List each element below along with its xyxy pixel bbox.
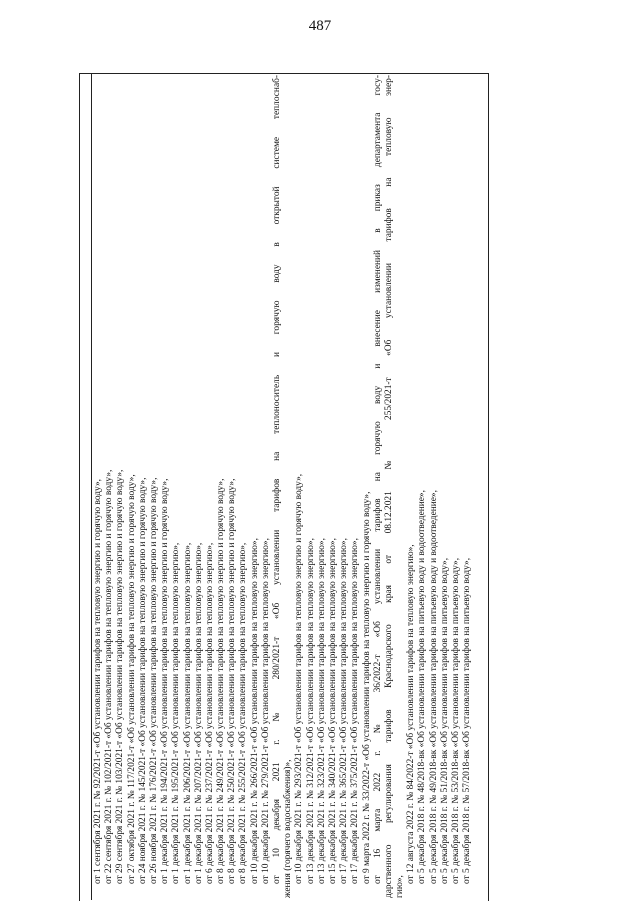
document-line: от 13 декабря 2021 г. № 323/2021-т «Об установлении тарифов на тепловую энергию», — [316, 538, 327, 884]
document-line: от 5 декабря 2018 г. № 53/2018-вк «Об установлении тарифов на питьевую воду», — [451, 557, 461, 884]
document-line: от 1 декабря 2021 г. № 194/2021-т «Об установлении тарифов на тепловую энергию и горячую воду», — [160, 478, 171, 884]
column-divider — [91, 73, 92, 900]
document-line: от 8 декабря 2021 г. № 249/2021-т «Об установлении тарифов на тепловую энергию и горячую воду», — [216, 478, 227, 884]
document-line: от 6 декабря 2021 г. № 237/2021-т «Об установлении тарифов на тепловую энергию», — [204, 542, 215, 884]
document-line: от 1 декабря 2021 г. № 206/2021-т «Об установлении тарифов на тепловую энергию», — [182, 542, 193, 884]
document-line: от 1 декабря 2021 г. № 195/2021-т «Об установлении тарифов на тепловую энергию», — [171, 542, 182, 884]
rotated-text-column — [93, 75, 485, 898]
document-line: от 15 декабря 2021 г. № 340/2021-т «Об установлении тарифов на тепловую энергию», — [327, 538, 338, 884]
document-line: от 1 декабря 2021 г. № 207/2021-т «Об установлении тарифов на тепловую энергию», — [193, 542, 204, 884]
document-line: от 24 ноября 2021 г. № 145/2021-т «Об установлении тарифов на тепловую энергию и горячую воду», — [137, 477, 148, 884]
document-line: от 12 августа 2022 г. № 84/2022-т «Об установлении тарифов на тепловую энергию», — [406, 544, 417, 884]
document-line: от 5 декабря 2018 г. № 49/2018-вк «Об установлении тарифов на питьевую воду и водоотведение», — [428, 490, 439, 884]
document-line: от 22 сентября 2021 г. № 102/2021-т «Об установлении тарифов на тепловую энергию и горячую воду», — [104, 469, 115, 884]
document-line: от 17 декабря 2021 г. № 375/2021-т «Об установлении тарифов на тепловую энергию», — [350, 538, 361, 884]
document-line: от 8 декабря 2021 г. № 255/2021-т «Об установлении тарифов на тепловую энергию», — [238, 542, 249, 884]
document-line: от 29 сентября 2021 г. № 103/2021-т «Об установлении тарифов на тепловую энергию и горячую воду», — [115, 469, 126, 884]
document-line: от 9 марта 2022 г. № 33/2022-т «Об установлении тарифов на тепловую энергию и горячую воду», — [361, 491, 372, 884]
page-number: 487 — [308, 18, 332, 34]
document-line: от 10 декабря 2021 г. № 280/2021-т «Об установлении тарифов на теплоноситель и горячую воду в открытой системе теплоснаб- — [272, 75, 282, 884]
document-line: от 10 декабря 2021 г. № 293/2021-т «Об установлении тарифов на тепловую энергию и горячую воду», — [294, 473, 305, 884]
document-line: дарственного регулирования тарифов Краснодарского края от 08.12.2021 № 255/2021-т «Об установлении тарифов на тепловую энер- — [383, 75, 394, 898]
document-line: от 26 ноября 2021 г. № 176/2021-т «Об установлении тарифов на тепловую энергию и горячую воду», — [148, 477, 159, 884]
document-line: от 5 декабря 2018 г. № 51/2018-вк «Об установлении тарифов на питьевую воду», — [439, 557, 450, 884]
document-line: от 10 декабря 2021 г. № 266/2021-т «Об установлении тарифов на тепловую энергию», — [249, 538, 260, 884]
document-line: от 16 марта 2022 г. № 36/2022-т «Об установлении тарифов на горячую воду и внесение изменений в приказ департамента госу- — [372, 75, 383, 884]
document-line: от 8 декабря 2021 г. № 250/2021-т «Об установлении тарифов на тепловую энергию и горячую воду», — [227, 478, 238, 884]
document-line: от 5 декабря 2018 г. № 57/2018-вк «Об установлении тарифов на питьевую воду», — [462, 557, 473, 884]
document-line: от 17 декабря 2021 г. № 365/2021-т «Об установлении тарифов на тепловую энергию», — [339, 538, 350, 884]
document-line: от 1 сентября 2021 г. № 92/2021-т «Об установлении тарифов на тепловую энергию и горячую воду», — [93, 479, 103, 884]
document-line: от 27 октября 2021 г. № 117/2021-т «Об установлении тарифов на тепловую энергию и горячую воду», — [126, 474, 137, 884]
document-line: от 5 декабря 2018 г. № 48/2018-вк «Об установлении тарифов на питьевую воду и водоотведение», — [417, 490, 428, 884]
document-line: гию», — [395, 875, 406, 898]
document-line: от 13 декабря 2021 г. № 312/2021-т «Об установлении тарифов на тепловую энергию», — [305, 538, 316, 884]
document-line: от 10 декабря 2021 г. № 279/2021-т «Об установлении тарифов на тепловую энергию», — [260, 538, 271, 884]
document-line: жения (горячего водоснабжения)», — [283, 759, 294, 898]
